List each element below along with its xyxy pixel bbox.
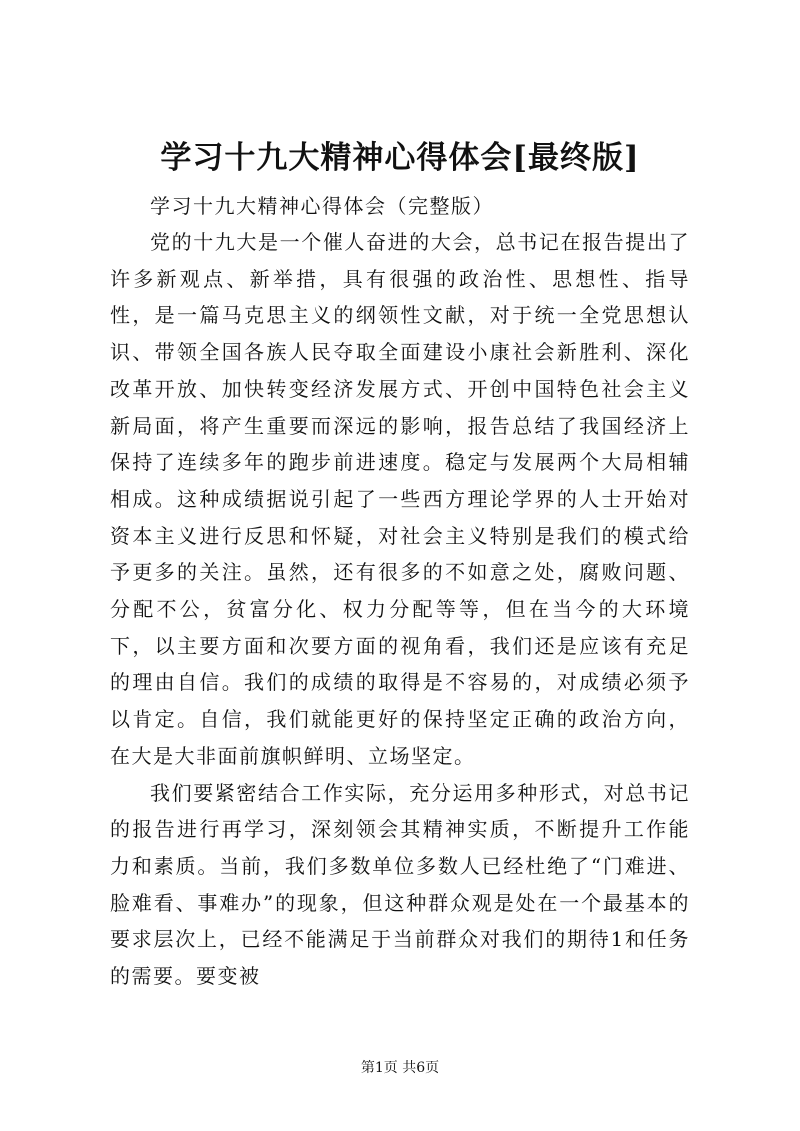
page-number-footer: 第1页 共6页 (360, 1060, 440, 1076)
document-body (110, 188, 690, 995)
paragraph-1: 党的十九大是一个催人奋进的大会，总书记在报告提出了许多新观点、新举措，具有很强的政治性、思想性、指导性，是一篇马克思主义的纲领性文献，对于统一全党思想认识、带领全国各族人民夺取全面建设小康社会新胜利、深化改革开放、加快转变经济发展方式、开创中国特色社会主义新局面，将产生重要而深远的影响，报告总结了我国经济上保持了连续多年的跑步前进速度。稳定与发展两个大局相辅相成。这种成绩据说引起了一些西方理论学界的人士开始对资本主义进行反思和怀疑，对社会主义特别是我们的模式给予更多的关注。虽然，还有很多的不如意之处，腐败问题、分配不公，贫富分化、权力分配等等，但在当今的大环境下，以主要方面和次要方面的视角看，我们还是应该有充足的理由自信。我们的成绩的取得是不容易的，对成绩必须予以肯定。自信，我们就能更好的保持坚定正确的政治方向，在大是大非面前旗帜鲜明、立场坚定。 (110, 230, 690, 768)
document-title: 学习十九大精神心得体会[最终版] (160, 140, 640, 176)
paragraph-2: 我们要紧密结合工作实际，充分运用多种形式，对总书记的报告进行再学习，深刻领会其精神实质，不断提升工作能力和素质。当前，我们多数单位多数人已经杜绝了“门难进、脸难看、事难办”的现象，但这种群众观是处在一个最基本的要求层次上，已经不能满足于当前群众对我们的期待1和任务的需要。要变被 (110, 780, 690, 989)
document-subtitle: 学习十九大精神心得体会（完整版） (150, 194, 494, 218)
